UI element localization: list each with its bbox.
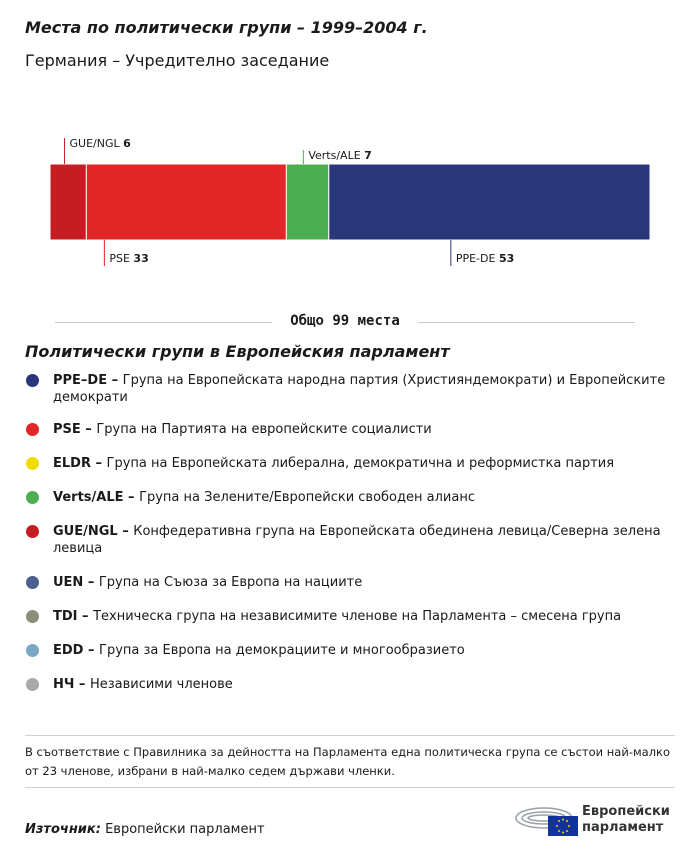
legend-color-dot-icon [26, 644, 39, 657]
ep-logo [514, 800, 684, 840]
ep-logo-icon [514, 800, 580, 840]
legend-abbr: UEN – [53, 575, 99, 590]
legend-desc: Група на Европейската либерална, демократична и реформистка партия [106, 456, 615, 471]
total-seats-label: Общо 99 места [276, 313, 414, 329]
legend-desc: Конфедеративна група на Европейската обединена левица/Северна зелена левица [53, 524, 661, 556]
legend-desc: Група на Партията на европейските социалисти [96, 422, 432, 437]
legend-abbr: НЧ – [53, 677, 90, 692]
bar-segment-gue-ngl [50, 164, 86, 240]
legend-abbr: GUE/NGL – [53, 524, 134, 539]
legend-color-dot-icon [26, 678, 39, 691]
logo-line1: Европейски [582, 804, 670, 819]
data-label-verts-ale: Verts/ALE 7 [308, 149, 372, 162]
legend-item [25, 489, 675, 506]
data-label-gue-ngl: GUE/NGL 6 [69, 137, 131, 150]
legend-abbr: Verts/ALE – [53, 490, 140, 505]
legend-desc: Група за Европа на демокрациите и многообразието [99, 643, 465, 658]
data-label-pse: PSE 33 [109, 252, 149, 265]
legend-color-dot-icon [26, 576, 39, 589]
legend-item [25, 676, 675, 693]
legend-desc: Група на Зелените/Европейски свободен алианс [139, 490, 475, 505]
bar-segment-pse [86, 164, 286, 240]
chart-title: Места по политически групи – 1999–2004 г. [25, 18, 428, 37]
legend-color-dot-icon [26, 423, 39, 436]
legend-desc: Група на Съюза за Европа на нациите [98, 575, 363, 590]
legend-abbr: EDD – [53, 643, 100, 658]
legend-item [25, 523, 675, 557]
divider-right [418, 322, 635, 323]
bar-segment-verts-ale [286, 164, 328, 240]
source-label: Източник: [25, 822, 101, 837]
data-label-ppe-de: PPE-DE 53 [455, 252, 515, 265]
legend-item [25, 421, 675, 438]
legend-color-dot-icon [26, 457, 39, 470]
stacked-bar-chart [0, 120, 700, 280]
legend-color-dot-icon [26, 374, 39, 387]
legend [25, 372, 675, 693]
legend-desc: Техническа група на независимите членове на Парламента – смесена група [93, 609, 622, 624]
legend-abbr: TDI – [53, 609, 94, 624]
chart-subtitle: Германия – Учредително заседание [25, 51, 330, 70]
note-divider-bottom [25, 787, 675, 788]
logo-line2: парламент [582, 820, 664, 835]
legend-title: Политически групи в Европейския парламент [25, 342, 450, 361]
legend-item [25, 574, 675, 591]
legend-item [25, 455, 675, 472]
source-value: Европейски парламент [105, 822, 265, 837]
legend-abbr: PPE–DE – [53, 373, 123, 388]
legend-item [25, 642, 675, 659]
legend-color-dot-icon [26, 525, 39, 538]
legend-item [25, 608, 675, 625]
footnote: В съответствие с Правилника за дейността на Парламента една политическа група се състои най-малко от 23 членове, избрани в най-малко седем държави членки. [25, 745, 671, 778]
source-line [25, 822, 265, 837]
legend-abbr: PSE – [53, 422, 97, 437]
note-divider-top [25, 735, 675, 736]
legend-item [25, 372, 675, 406]
bar-segment-ppe-de [329, 164, 650, 240]
legend-desc: Група на Европейската народна партия (Християндемократи) и Европейските демократи [53, 373, 666, 405]
legend-desc: Независими членове [89, 677, 233, 692]
legend-color-dot-icon [26, 491, 39, 504]
legend-abbr: ELDR – [53, 456, 107, 471]
total-seats-row [55, 313, 635, 333]
legend-color-dot-icon [26, 610, 39, 623]
